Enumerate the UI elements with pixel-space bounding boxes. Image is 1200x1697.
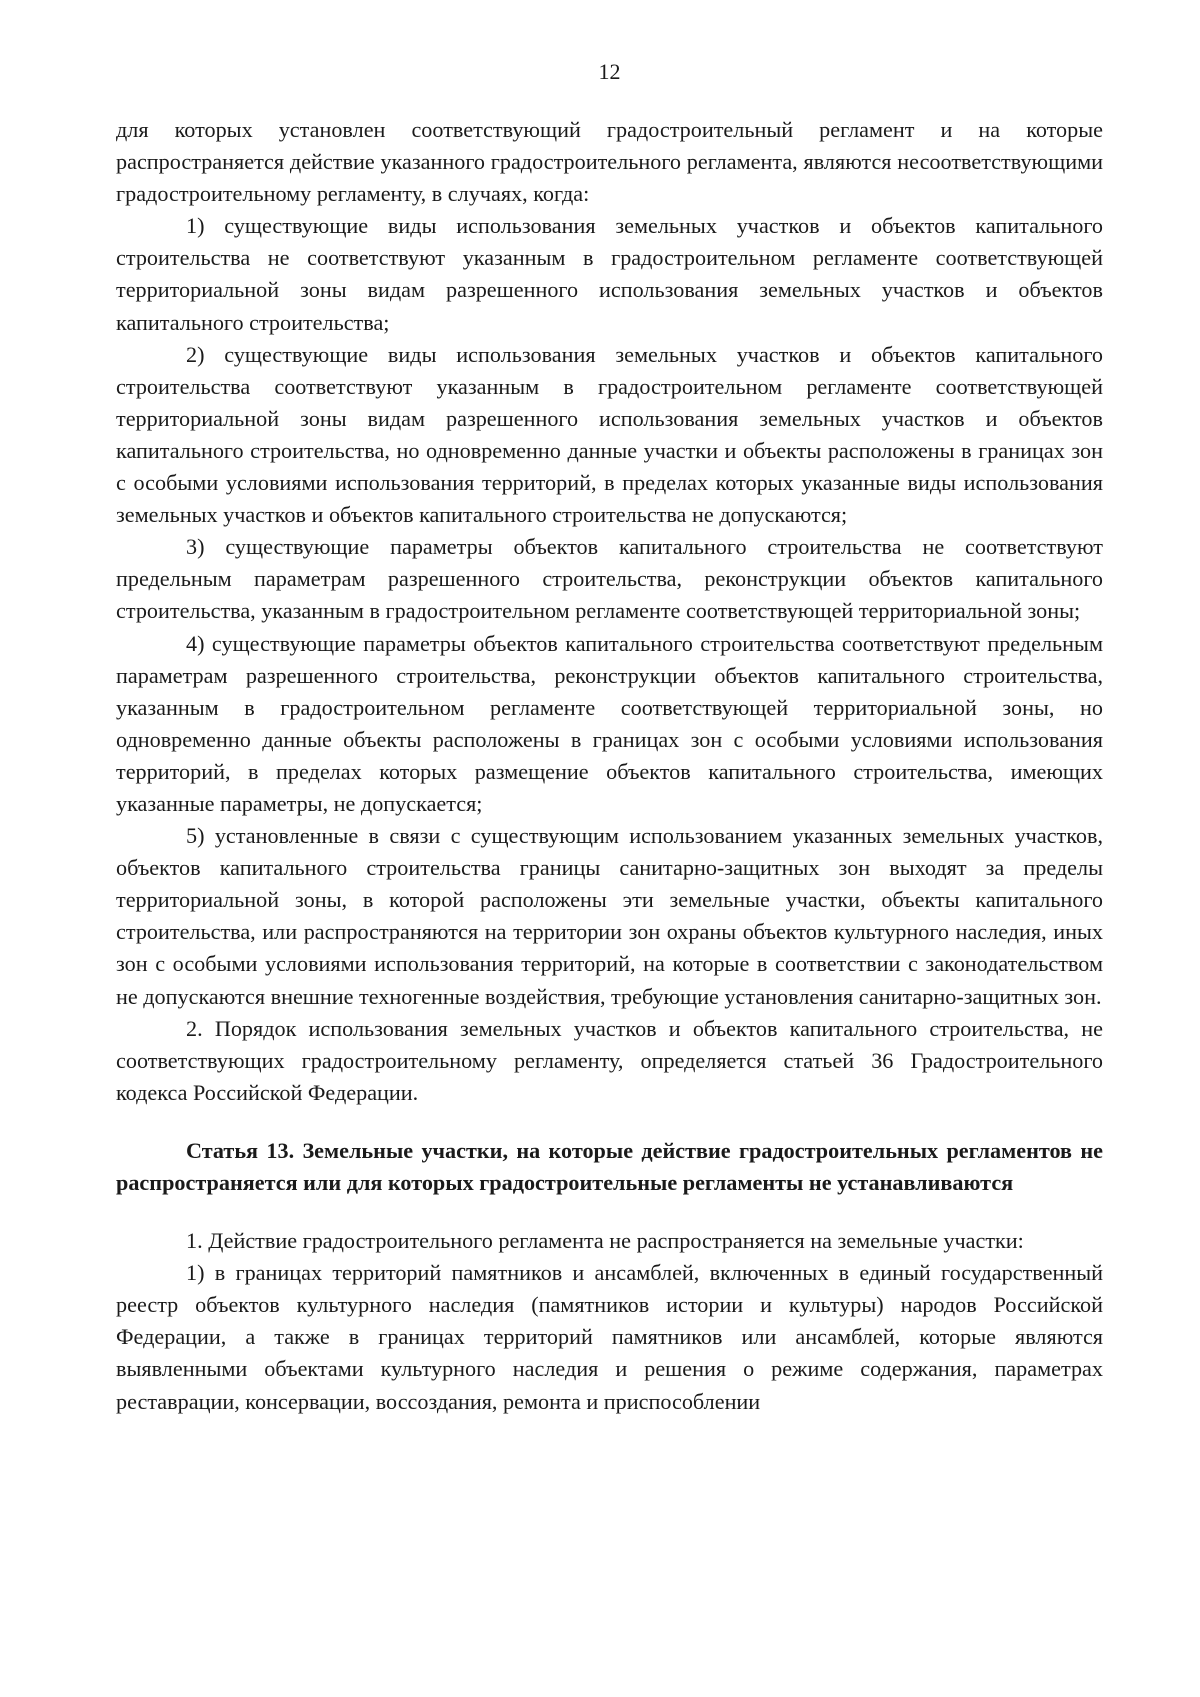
list-item-4: 4) существующие параметры объектов капитального строительства соответствуют предельным параметрам разрешенного строительства, реконструкции объектов капитального строительства, указанным в градостроительном регламенте соответствующей территориальной зоны, но одновременно данные объекты расположены в границах зон с особыми условиями использования территорий, в пределах которых размещение объектов капитального строительства, имеющих указанные параметры, не допускается;: [116, 630, 1103, 816]
list-item-5: 5) установленные в связи с существующим использованием указанных земельных участков, объектов капитального строительства границы санитарно-защитных зон выходят за пределы территориальной зоны, в которой расположены эти земельные участки, объекты капитального строительства, или распространяются на территории зон охраны объектов культурного наследия, иных зон с особыми условиями использования территорий, на которые в соответствии с законодательством не допускаются внешние техногенные воздействия, требующие установления санитарно-защитных зон.: [116, 823, 1103, 1009]
paragraph-continuation: для которых установлен соответствующий градостроительный регламент и на которые распространяется действие указанного градостроительного регламента, являются несоответствующими градостроительному регламенту, в случаях, когда:: [116, 117, 1103, 207]
paragraph-clause-1: 1. Действие градостроительного регламента не распространяется на земельные участки:: [186, 1228, 1024, 1254]
list-item-3: 3) существующие параметры объектов капитального строительства не соответствуют предельным параметрам разрешенного строительства, реконструкции объектов капитального строительства, указанным в градостроительном регламенте соответствующей территориальной зоны;: [116, 534, 1103, 624]
page-number: 12: [598, 59, 621, 84]
document-body: [116, 114, 1103, 1418]
paragraph-clause-2: 2. Порядок использования земельных участков и объектов капитального строительства, не соответствующих градостроительному регламенту, определяется статьей 36 Градостроительного кодекса Российской Федерации.: [116, 1015, 1103, 1105]
article-heading: Статья 13. Земельные участки, на которые действие градостроительных регламентов не распространяется или для которых градостроительные регламенты не устанавливаются: [116, 1137, 1103, 1195]
list-item-2: 2) существующие виды использования земельных участков и объектов капитального строительства соответствуют указанным в градостроительном регламенте соответствующей территориальной зоны видам разрешенного использования земельных участков и объектов капитального строительства, но одновременно данные участки и объекты расположены в границах зон с особыми условиями использования территорий, в пределах которых указанные виды использования земельных участков и объектов капитального строительства не допускаются;: [116, 341, 1103, 528]
list-item-1: 1) существующие виды использования земельных участков и объектов капитального строительства не соответствуют указанным в градостроительном регламенте соответствующей территориальной зоны видам разрешенного использования земельных участков и объектов капитального строительства;: [116, 213, 1103, 335]
list-item-1-after: 1) в границах территорий памятников и ансамблей, включенных в единый государственный реестр объектов культурного наследия (памятников истории и культуры) народов Российской Федерации, а также в границах территорий памятников или ансамблей, которые являются выявленными объектами культурного наследия и решения о режиме содержания, параметрах реставрации, консервации, воссоздания, ремонта и приспособлении: [116, 1260, 1103, 1414]
